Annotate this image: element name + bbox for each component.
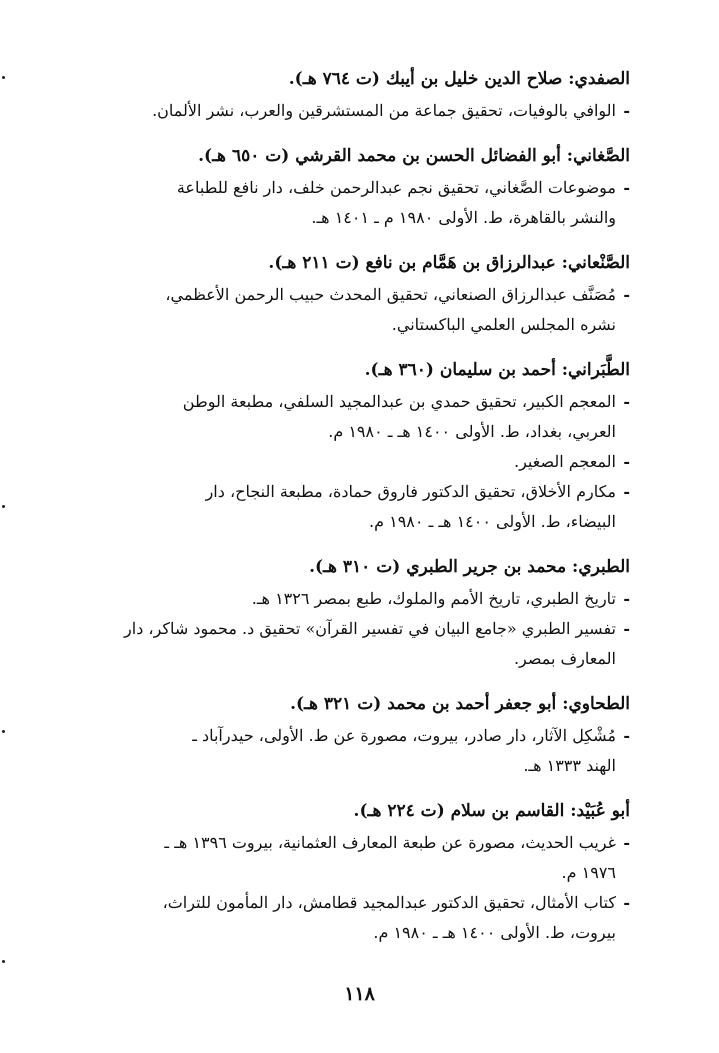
book-line: تاريخ الطبري، تاريخ الأمم والملوك، طبع بمصر ١٣٢٦ هـ. [251, 589, 616, 608]
scan-speck [2, 505, 5, 508]
book-line-continued: البيضاء، ط. الأولى ١٤٠٠ هـ ـ ١٩٨٠ م. [369, 512, 616, 531]
book-item [70, 280, 630, 340]
book-item [70, 584, 630, 614]
book-item [70, 447, 630, 477]
book-line-continued: العربي، بغداد، ط. الأولى ١٤٠٠ هـ ـ ١٩٨٠ م. [328, 422, 616, 441]
book-line: موضوعات الصَّغاني، تحقيق نجم عبدالرحمن خلف، دار نافع للطباعة [176, 178, 616, 197]
book-line-continued: والنشر بالقاهرة، ط. الأولى ١٩٨٠ م ـ ١٤٠١ هـ. [311, 208, 616, 227]
book-item [70, 828, 630, 888]
book-item [70, 477, 630, 537]
bibliography-entry [70, 246, 630, 340]
book-line-continued: ١٩٧٦ م. [561, 863, 616, 882]
author-heading: الطَّبَراني: أحمد بن سليمان (٣٦٠ هـ). [364, 360, 630, 380]
bibliography-entry [70, 687, 630, 781]
author-heading: أبو عُبَيْد: القاسم بن سلام (ت ٢٢٤ هـ). [353, 801, 630, 821]
book-line: المعجم الصغير. [513, 452, 616, 471]
scan-speck [2, 76, 5, 79]
bibliography-entry [70, 794, 630, 948]
book-line-continued: نشره المجلس العلمي الباكستاني. [391, 315, 616, 334]
scan-speck [2, 960, 5, 963]
book-line: تفسير الطبري «جامع البيان في تفسير القرآن» تحقيق د. محمود شاكر، دار [124, 619, 616, 638]
author-heading: الطبري: محمد بن جرير الطبري (ت ٣١٠ هـ). [309, 557, 630, 577]
book-line: الوافي بالوفيات، تحقيق جماعة من المستشرقين والعرب، نشر الألمان. [152, 101, 616, 120]
book-item [70, 173, 630, 233]
book-line-continued: المعارف بمصر. [513, 649, 616, 668]
author-heading: الصَّنْعاني: عبدالرزاق بن هَمَّام بن نافع (ت ٢١١ هـ). [268, 253, 630, 273]
book-item [70, 96, 630, 126]
book-line: المعجم الكبير، تحقيق حمدي بن عبدالمجيد السلفي، مطبعة الوطن [182, 392, 616, 411]
book-line-continued: بيروت، ط. الأولى ١٤٠٠ هـ ـ ١٩٨٠ م. [373, 923, 616, 942]
book-item [70, 387, 630, 447]
book-line: مُصَنَّف عبدالرزاق الصنعاني، تحقيق المحدث حبيب الرحمن الأعظمي، [165, 285, 616, 304]
book-line: مُشْكِل الآثار، دار صادر، بيروت، مصورة عن ط. الأولى، حيدرآباد ـ [192, 726, 616, 745]
scan-speck [2, 730, 5, 733]
author-heading: الصفدي: صلاح الدين خليل بن أيبك (ت ٧٦٤ هـ). [288, 69, 630, 89]
book-line: غريب الحديث، مصورة عن طبعة المعارف العثمانية، بيروت ١٣٩٦ هـ ـ [164, 833, 616, 852]
bibliography-entry [70, 62, 630, 126]
bibliography-entry [70, 550, 630, 674]
book-line: كتاب الأمثال، تحقيق الدكتور عبدالمجيد قطامش، دار المأمون للتراث، [162, 893, 616, 912]
bibliography-entry [70, 139, 630, 233]
book-item [70, 888, 630, 948]
book-line-continued: الهند ١٣٣٣ هـ. [523, 756, 616, 775]
author-heading: الطحاوي: أبو جعفر أحمد بن محمد (ت ٣٢١ هـ). [290, 694, 630, 714]
book-line: مكارم الأخلاق، تحقيق الدكتور فاروق حمادة، مطبعة النجاح، دار [205, 482, 616, 501]
bibliography-entry [70, 353, 630, 537]
book-item [70, 721, 630, 781]
book-item [70, 614, 630, 674]
author-heading: الصَّغاني: أبو الفضائل الحسن بن محمد القرشي (ت ٦٥٠ هـ). [198, 146, 630, 166]
bibliography-page [70, 62, 630, 961]
page-number: ١١٨ [344, 983, 375, 1005]
